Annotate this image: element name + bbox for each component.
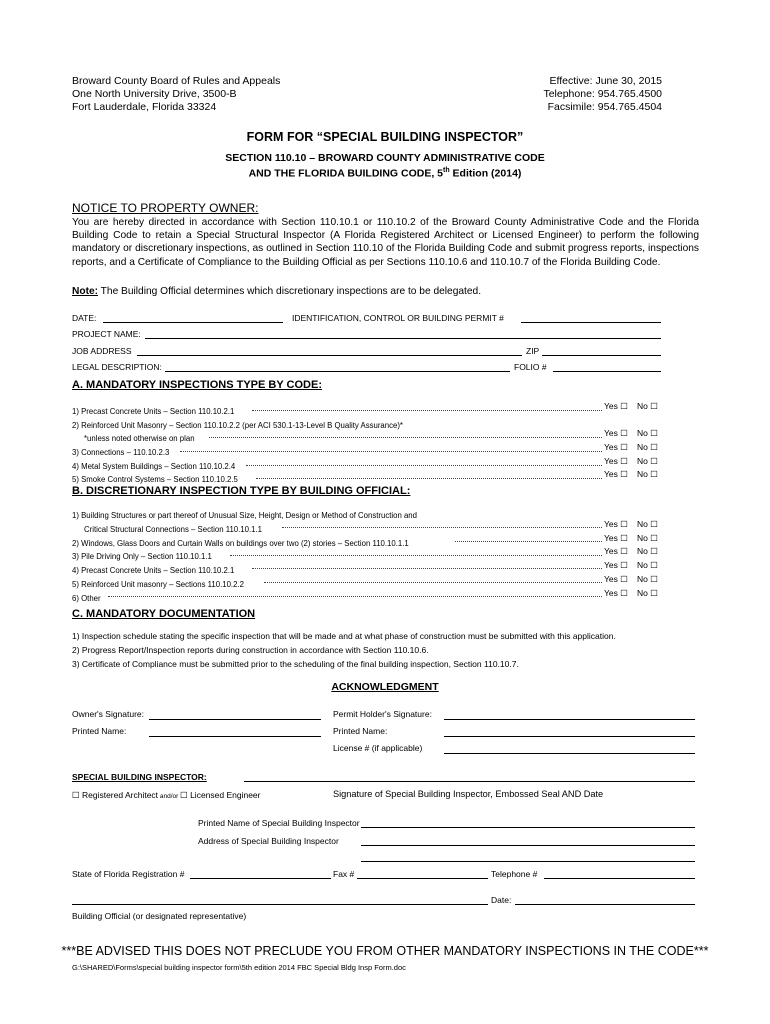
advisory-notice: ***BE ADVISED THIS DOES NOT PRECLUDE YOU FROM OTHER MANDATORY INSPECTIONS IN THE CODE*** — [61, 944, 709, 958]
permit-label: IDENTIFICATION, CONTROL OR BUILDING PERMIT # — [292, 313, 504, 323]
item-text: *unless noted otherwise on plan — [84, 434, 195, 444]
contact-block — [543, 75, 662, 114]
form-title: FORM FOR “SPECIAL BUILDING INSPECTOR” — [246, 130, 524, 144]
address-inspector-label: Address of Special Building Inspector — [198, 836, 339, 846]
yes-checkbox[interactable]: Yes ☐ — [604, 532, 628, 543]
item-text: 4) Metal System Buildings – Section 110.10.2.4 — [72, 461, 236, 471]
item-text: 1) Precast Concrete Units – Section 110.10.2.1 — [72, 407, 235, 416]
job-address-label: JOB ADDRESS — [72, 346, 132, 356]
leader-dots — [209, 437, 602, 438]
registered-architect-checkbox[interactable]: ☐ Registered Architect — [72, 790, 159, 800]
special-inspector-heading: SPECIAL BUILDING INSPECTOR: — [72, 772, 207, 782]
printed-name-right-field[interactable] — [444, 736, 695, 737]
yes-checkbox[interactable]: Yes ☐ — [604, 573, 628, 584]
notice-note: Note: The Building Official determines which discretionary inspections are to be delegated. — [72, 286, 482, 297]
no-checkbox[interactable]: No ☐ — [637, 442, 658, 453]
date-label-bottom: Date: — [491, 895, 512, 905]
form-subtitle-2: AND THE FLORIDA BUILDING CODE, 5th Edition (2014) — [248, 167, 522, 180]
special-inspector-signature-field[interactable] — [244, 781, 695, 782]
permit-holder-signature-field[interactable] — [444, 719, 695, 720]
folio-field[interactable] — [553, 371, 661, 372]
item-text: Critical Structural Connections – Section 110.10.1.1 — [84, 524, 262, 534]
yes-checkbox[interactable]: Yes ☐ — [604, 428, 628, 439]
no-checkbox[interactable]: No ☐ — [637, 573, 658, 584]
section-b-list — [72, 505, 662, 602]
leader-dots — [180, 451, 602, 452]
item-text: 2) Windows, Glass Doors and Curtain Walls on buildings over two (2) stories – Section 110.10.1.1 — [72, 538, 409, 548]
address-inspector-field-2[interactable] — [361, 861, 695, 862]
signature-caption: Signature of Special Building Inspector, Embossed Seal AND Date — [333, 789, 604, 799]
leader-dots — [252, 568, 602, 569]
list-item — [72, 415, 662, 429]
leader-dots — [108, 596, 602, 597]
folio-label: FOLIO # — [514, 362, 547, 372]
effective-value: June 30, 2015 — [595, 75, 662, 87]
license-field[interactable] — [444, 753, 695, 754]
date-field[interactable] — [103, 322, 283, 323]
section-a-heading: A. MANDATORY INSPECTIONS TYPE BY CODE: — [72, 379, 322, 391]
license-type-options — [72, 790, 261, 801]
license-label: License # (if applicable) — [333, 743, 423, 753]
building-official-signature-field[interactable] — [72, 904, 488, 905]
andor-text: and/or — [158, 793, 181, 800]
building-official-label: Building Official (or designated representative) — [72, 911, 247, 921]
leader-dots — [264, 582, 602, 583]
no-checkbox[interactable]: No ☐ — [637, 469, 658, 480]
licensed-engineer-checkbox[interactable]: ☐ Licensed Engineer — [180, 790, 261, 800]
legal-description-field[interactable] — [165, 371, 510, 372]
doc-item-2: 2) Progress Report/Inspection reports during construction in accordance with Section 110.10.6. — [72, 645, 429, 655]
item-text: 2) Reinforced Unit Masonry – Section 110.10.2.2 (per ACI 530.1-13-Level B Quality Assurance)* — [72, 420, 403, 430]
list-item — [72, 401, 662, 415]
item-text: 3) Pile Driving Only – Section 110.10.1.1 — [72, 552, 212, 562]
yes-checkbox[interactable]: Yes ☐ — [604, 401, 628, 411]
no-checkbox[interactable]: No ☐ — [637, 532, 658, 543]
no-checkbox[interactable]: No ☐ — [637, 401, 658, 411]
job-address-field[interactable] — [137, 355, 522, 356]
fax-field[interactable] — [357, 878, 488, 879]
facsimile-label: Facsimile: — [547, 101, 595, 113]
yes-checkbox[interactable]: Yes ☐ — [604, 469, 628, 480]
printed-name-right-label: Printed Name: — [333, 726, 388, 736]
item-text: 4) Precast Concrete Units – Section 110.10.2.1 — [72, 566, 235, 576]
item-text: 6) Other — [72, 593, 101, 603]
telephone-field[interactable] — [544, 878, 695, 879]
notice-heading: NOTICE TO PROPERTY OWNER: — [72, 201, 259, 215]
zip-field[interactable] — [542, 355, 661, 356]
leader-dots — [252, 410, 602, 411]
telephone-value: 954.765.4500 — [597, 88, 662, 100]
leader-dots — [246, 465, 602, 466]
printed-name-field[interactable] — [149, 736, 321, 737]
yes-checkbox[interactable]: Yes ☐ — [604, 546, 628, 557]
telephone-label: Telephone # — [491, 869, 538, 879]
org-city: Fort Lauderdale, Florida 33324 — [72, 101, 217, 113]
yes-checkbox[interactable]: Yes ☐ — [604, 442, 628, 453]
no-checkbox[interactable]: No ☐ — [637, 546, 658, 557]
yes-checkbox[interactable]: Yes ☐ — [604, 518, 628, 529]
leader-dots — [282, 527, 602, 528]
item-text: 3) Connections – 110.10.2.3 — [72, 448, 170, 458]
owner-signature-field[interactable] — [149, 719, 321, 720]
printed-name-inspector-label: Printed Name of Special Building Inspector — [198, 818, 360, 828]
no-checkbox[interactable]: No ☐ — [637, 587, 658, 598]
state-registration-label: State of Florida Registration # — [72, 869, 185, 879]
doc-item-3: 3) Certificate of Compliance must be submitted prior to the scheduling of the final building inspection, Section 110.10.7. — [72, 659, 519, 669]
acknowledgment-heading: ACKNOWLEDGMENT — [331, 681, 439, 693]
facsimile-value: 954.765.4504 — [597, 101, 662, 113]
item-text: 5) Reinforced Unit masonry – Sections 110.10.2.2 — [72, 579, 244, 589]
no-checkbox[interactable]: No ☐ — [637, 518, 658, 529]
item-text: 1) Building Structures or part thereof of Unusual Size, Height, Design or Method of Construction and — [72, 511, 417, 520]
list-item — [72, 505, 662, 519]
project-name-label: PROJECT NAME: — [72, 329, 141, 339]
list-item — [72, 428, 662, 442]
date-label: DATE: — [72, 313, 97, 323]
org-name: Broward County Board of Rules and Appeals — [72, 75, 281, 87]
section-b-heading: B. DISCRETIONARY INSPECTION TYPE BY BUILDING OFFICIAL: — [72, 485, 411, 497]
no-checkbox[interactable]: No ☐ — [637, 455, 658, 466]
org-address — [72, 75, 280, 114]
list-item — [72, 442, 662, 456]
leader-dots — [455, 541, 602, 542]
list-item — [72, 533, 662, 547]
legal-description-label: LEGAL DESCRIPTION: — [72, 362, 162, 372]
notice-body: You are hereby directed in accordance with Section 110.10.1 or 110.10.2 of the Broward County Administrative Code and the Florida Building Code to retain a Special Structural Inspector (A Florida Registered Architect or Licensed Engineer) to perform the following mandatory or discretionary inspections, as outlined in Section 110.10 of the Florida Building Code and submit progress reports, inspections reports, and a Certificate of Compliance to the Building Official as per Sections 110.10.6 and 110.10.7 of the Florida Building Code. — [72, 217, 699, 268]
section-a-list — [72, 401, 662, 483]
list-item — [72, 469, 662, 483]
permit-holder-signature-label: Permit Holder's Signature: — [333, 709, 432, 719]
leader-dots — [230, 555, 602, 556]
list-item — [72, 519, 662, 533]
zip-label: ZIP — [526, 346, 540, 356]
fax-label: Fax # — [333, 869, 355, 879]
yes-checkbox[interactable]: Yes ☐ — [604, 587, 628, 598]
permit-field[interactable] — [521, 322, 661, 323]
date-field-bottom[interactable] — [515, 904, 695, 905]
list-item — [72, 546, 662, 560]
file-path: G:\SHARED\Forms\special building inspector form\5th edition 2014 FBC Special Bldg Insp Form.doc — [72, 963, 406, 972]
list-item — [72, 588, 662, 602]
yes-checkbox[interactable]: Yes ☐ — [604, 455, 628, 466]
org-street: One North University Drive, 3500-B — [72, 88, 237, 100]
list-item — [72, 456, 662, 470]
no-checkbox[interactable]: No ☐ — [637, 560, 658, 571]
list-item — [72, 574, 662, 588]
project-name-field[interactable] — [145, 338, 661, 339]
state-registration-field[interactable] — [190, 878, 331, 879]
owner-signature-label: Owner's Signature: — [72, 709, 145, 719]
section-c-heading: C. MANDATORY DOCUMENTATION — [72, 608, 256, 620]
leader-dots — [256, 478, 602, 479]
effective-label: Effective: — [549, 75, 593, 87]
item-text: 5) Smoke Control Systems – Section 110.10.2.5 — [72, 475, 238, 485]
form-subtitle-1: SECTION 110.10 – BROWARD COUNTY ADMINISTRATIVE CODE — [225, 152, 545, 164]
address-inspector-field[interactable] — [361, 845, 695, 846]
no-checkbox[interactable]: No ☐ — [637, 428, 658, 439]
yes-checkbox[interactable]: Yes ☐ — [604, 560, 628, 571]
telephone-label: Telephone: — [543, 88, 595, 100]
printed-name-label: Printed Name: — [72, 726, 127, 736]
doc-item-1: 1) Inspection schedule stating the specific inspection that will be made and at what phase of construction must be submitted with this application. — [72, 631, 616, 641]
printed-name-inspector-field[interactable] — [361, 827, 695, 828]
